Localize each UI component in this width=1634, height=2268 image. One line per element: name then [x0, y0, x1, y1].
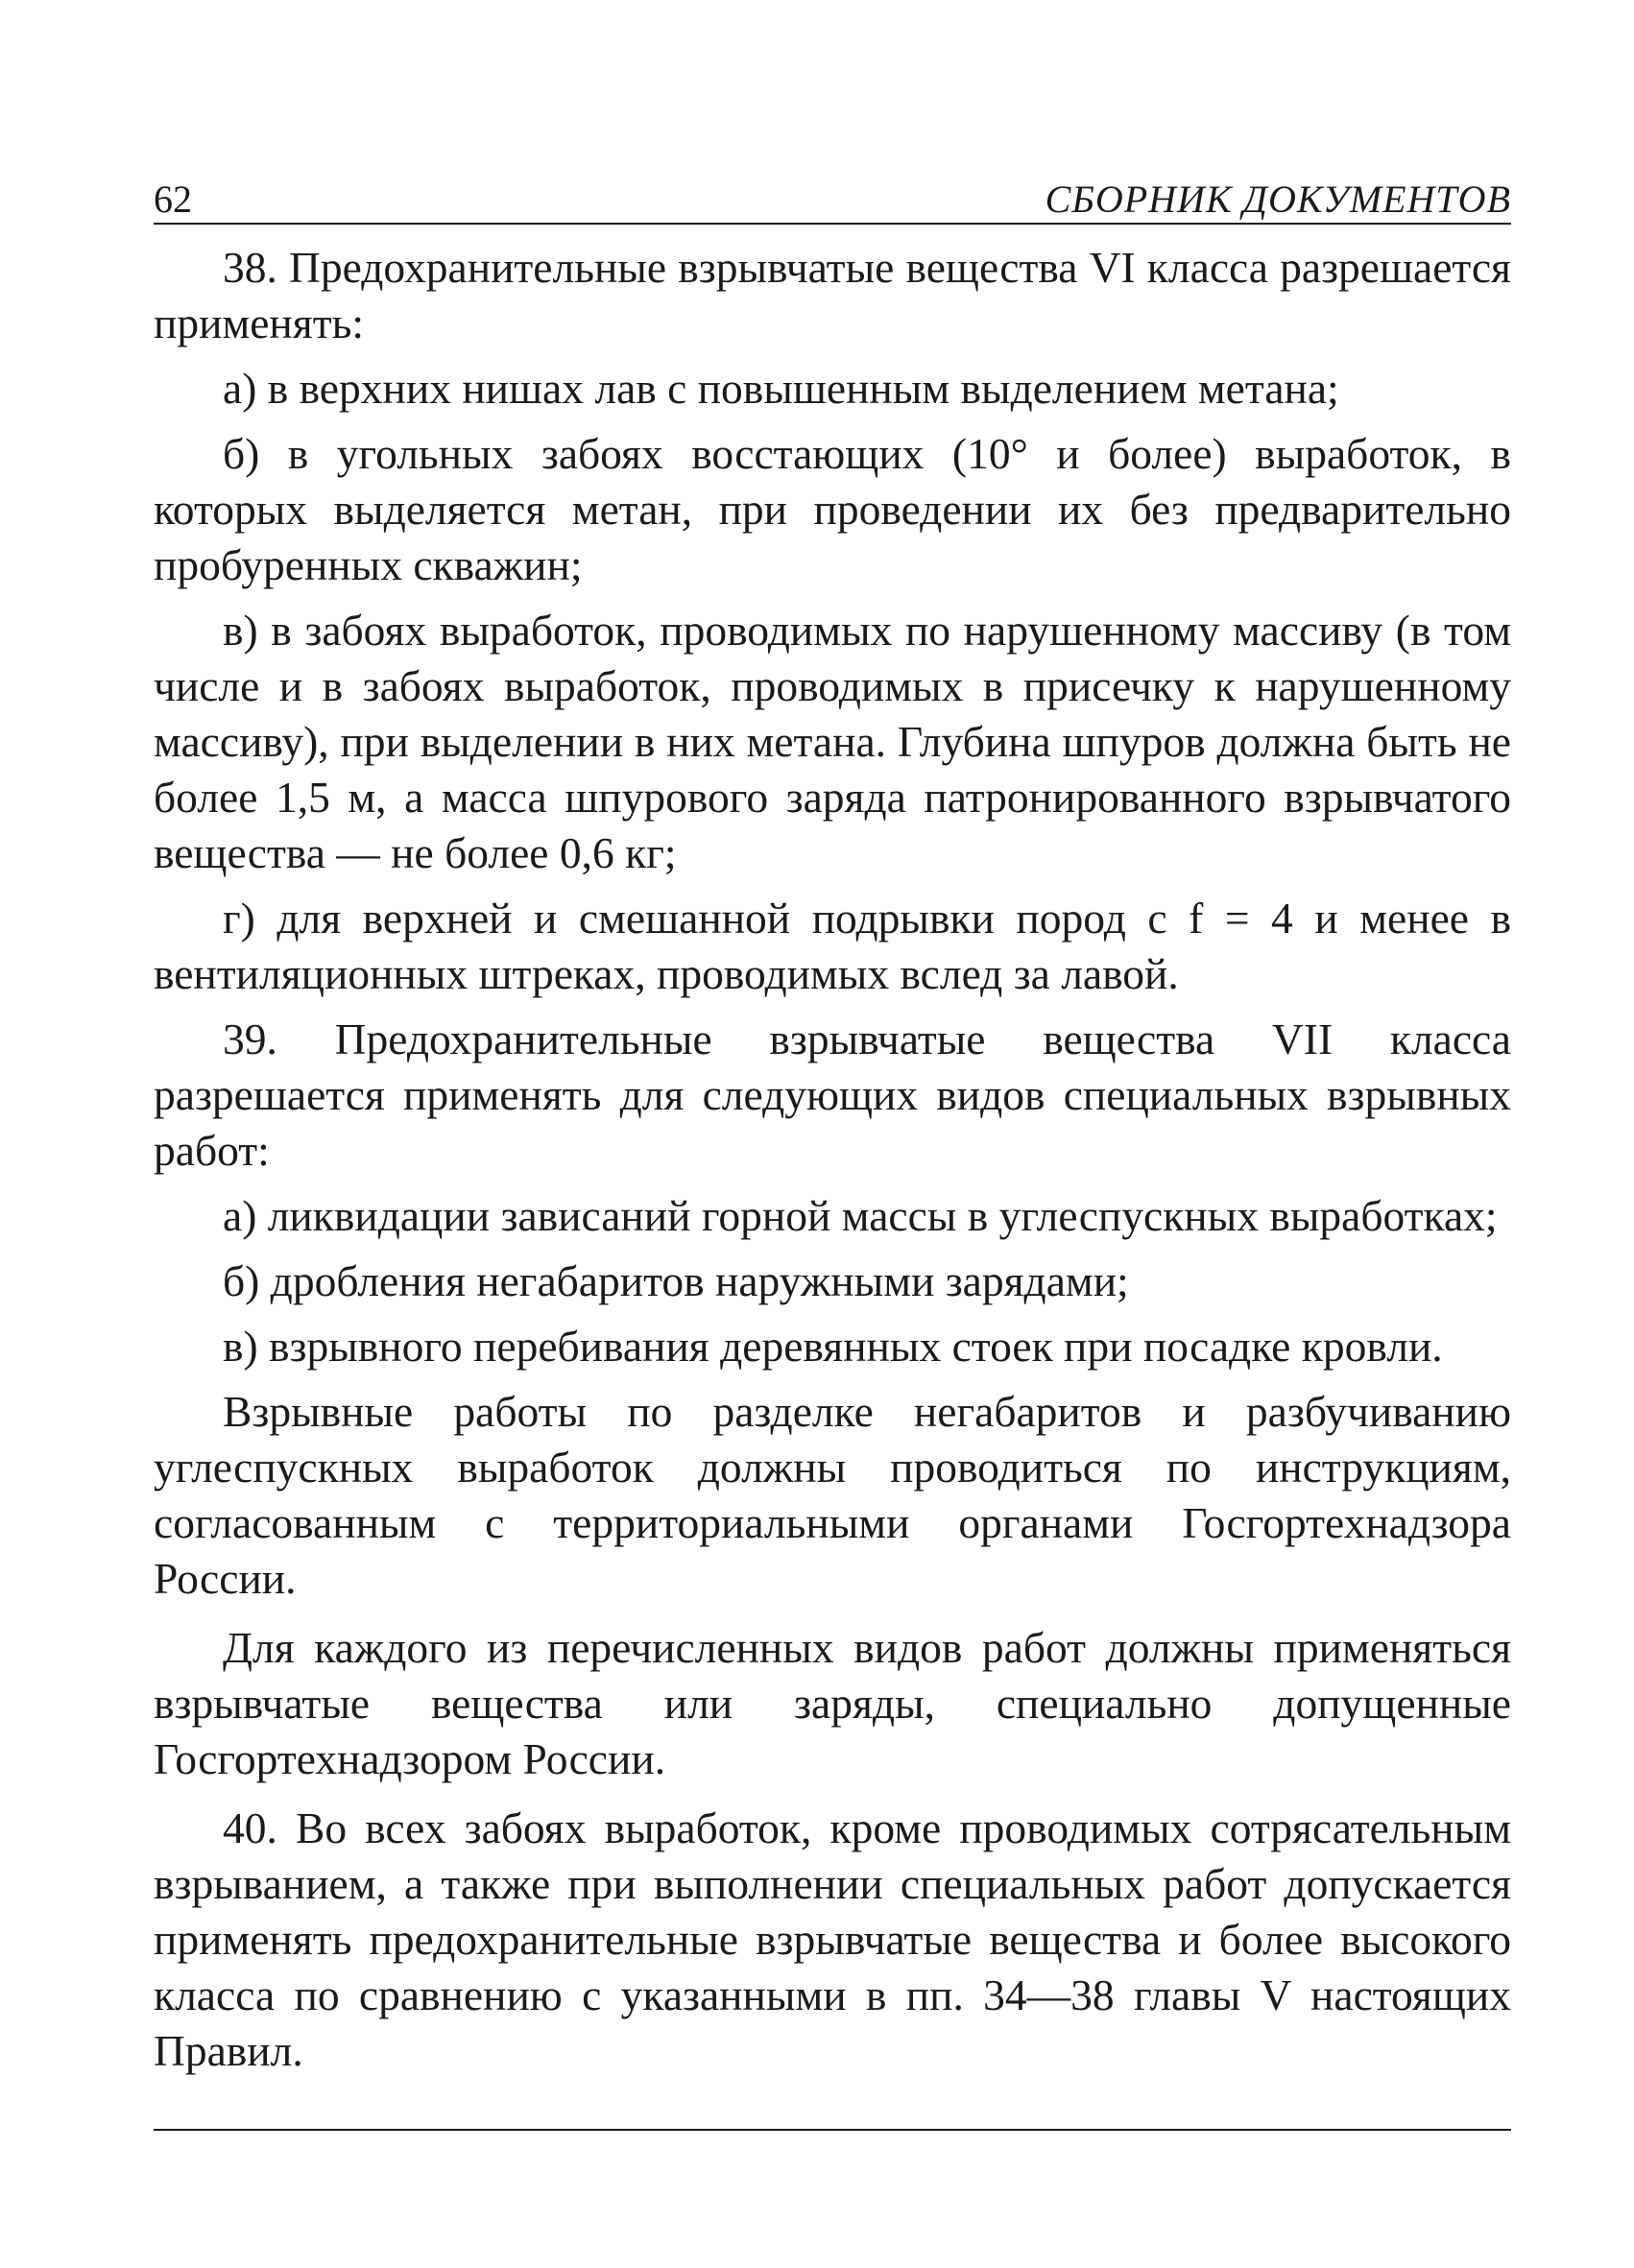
item-38-v: в) в забоях выработок, проводимых по нарушенному массиву (в том числе и в забоях выработок, проводимых в присечку к нарушенному массиву), при выделении в них метана. Глубина шпуров должна быть не более 1,5 м, а масса шпурового заряда патронированного взрывчатого вещества — не более 0,6 кг;	[154, 606, 1511, 877]
item-39-b: б) дробления негабаритов наружными зарядами;	[223, 1256, 1129, 1305]
paragraph-38: 38. Предохранительные взрывчатые вещества VI класса разрешается применять:	[154, 243, 1511, 347]
item-38-b: б) в угольных забоях восстающих (10° и более) выработок, в которых выделяется метан, при проведении их без предварительно пробуренных скважин;	[154, 429, 1511, 589]
running-head	[154, 169, 1511, 225]
item-39-a: а) ликвидации зависаний горной массы в углеспускных выработках;	[223, 1191, 1498, 1240]
paragraph-blasting-instructions: Взрывные работы по разделке негабаритов и разбучиванию углеспускных выработок должны проводиться по инструкциям, согласованным с территориальными органами Госгортехнадзора России.	[154, 1387, 1511, 1603]
item-39-v: в) взрывного перебивания деревянных стоек при посадке кровли.	[223, 1322, 1443, 1371]
item-38-a: а) в верхних нишах лав с повышенным выделением метана;	[223, 364, 1339, 413]
bottom-rule	[154, 2129, 1511, 2131]
item-38-g: г) для верхней и смешанной подрывки пород с f = 4 и менее в вентиляционных штреках, проводимых вслед за лавой.	[154, 894, 1511, 998]
collection-title: СБОРНИК ДОКУМЕНТОВ	[1045, 178, 1511, 221]
body-text	[154, 240, 1511, 2079]
document-page	[154, 169, 1511, 2184]
paragraph-39: 39. Предохранительные взрывчатые вещества VII класса разрешается применять для следующих видов специальных взрывных работ:	[154, 1015, 1511, 1175]
paragraph-approved-explosives: Для каждого из перечисленных видов работ должны применяться взрывчатые вещества или заряды, специально допущенные Госгортехнадзором России.	[154, 1623, 1511, 1783]
paragraph-40: 40. Во всех забоях выработок, кроме проводимых сотрясательным взрыванием, а также при выполнении специальных работ допускается применять предохранительные взрывчатые вещества и более высокого класса по сравнению с указанными в пп. 34—38 главы V настоящих Правил.	[154, 1803, 1511, 2075]
page-number: 62	[154, 178, 192, 221]
